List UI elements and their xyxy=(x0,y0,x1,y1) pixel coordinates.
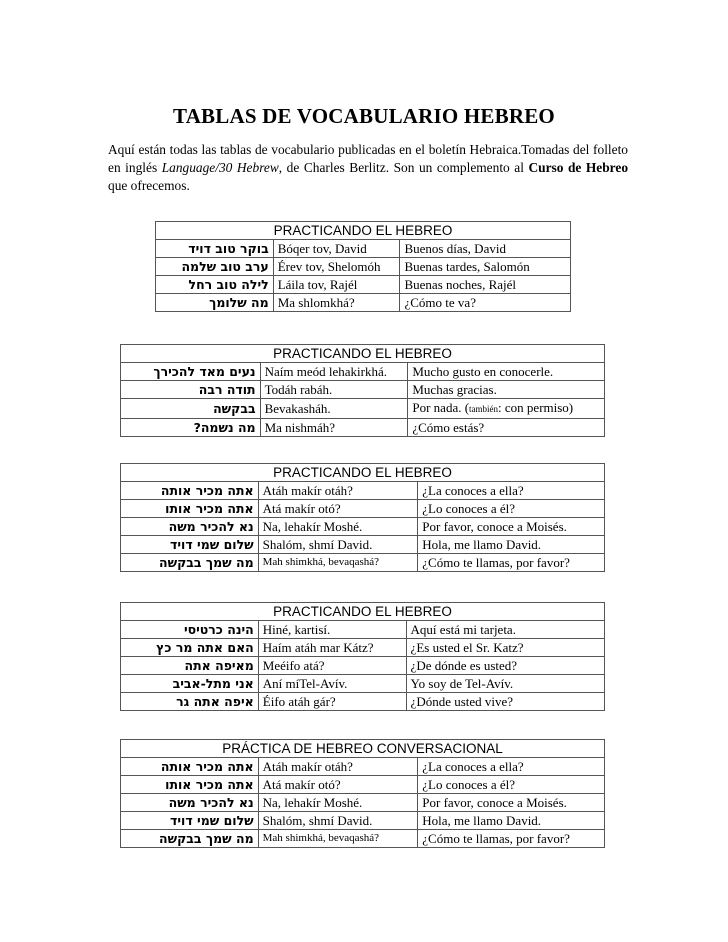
table-row xyxy=(156,276,571,294)
hebrew-cell: אתה מכיר אותה xyxy=(121,758,259,776)
hebrew-cell: אני מתל-אביב xyxy=(121,675,259,693)
table-row xyxy=(121,482,605,500)
hebrew-cell: שלום שמי דויד xyxy=(121,812,259,830)
vocab-table-5 xyxy=(120,739,605,848)
transliteration-cell: Na, lehakír Moshé. xyxy=(258,518,418,536)
hebrew-cell: מה שלומך xyxy=(156,294,274,312)
transliteration-cell: Láila tov, Rajél xyxy=(273,276,400,294)
transliteration-cell: Atáh makír otáh? xyxy=(258,758,418,776)
table-row xyxy=(121,518,605,536)
table-row xyxy=(156,294,571,312)
table-row xyxy=(156,240,571,258)
hebrew-cell: האם אתה מר כץ xyxy=(121,639,259,657)
table-header: PRACTICANDO EL HEBREO xyxy=(121,464,605,482)
transliteration-cell: Érev tov, Shelomóh xyxy=(273,258,400,276)
transliteration-cell: Mah shimkhá, bevaqashá? xyxy=(258,554,418,572)
transliteration-cell: Shalóm, shmí David. xyxy=(258,812,418,830)
transliteration-cell: Aní míTel-Avív. xyxy=(258,675,406,693)
table-row xyxy=(121,639,605,657)
hebrew-cell: תודה רבה xyxy=(121,381,261,399)
spanish-cell: Yo soy de Tel-Avív. xyxy=(406,675,604,693)
hebrew-cell: מה נשמה? xyxy=(121,419,261,437)
transliteration-cell: Hiné, kartisí. xyxy=(258,621,406,639)
table-row xyxy=(121,399,605,419)
transliteration-cell: Ma nishmáh? xyxy=(260,419,408,437)
table-header-row xyxy=(121,603,605,621)
hebrew-cell: בבקשה xyxy=(121,399,261,419)
spanish-text-c: : con permiso) xyxy=(498,400,574,415)
book-title: Language/30 Hebrew xyxy=(161,160,279,175)
spanish-cell: ¿De dónde es usted? xyxy=(406,657,604,675)
spanish-cell: Hola, me llamo David. xyxy=(418,812,605,830)
table-row xyxy=(121,536,605,554)
table-row xyxy=(156,258,571,276)
spanish-cell: ¿Dónde usted vive? xyxy=(406,693,604,711)
transliteration-cell: Bevakasháh. xyxy=(260,399,408,419)
table-row xyxy=(121,419,605,437)
spanish-cell: ¿Cómo te llamas, por favor? xyxy=(418,830,605,848)
transliteration-cell: Atá makír otó? xyxy=(258,776,418,794)
spanish-cell: ¿Lo conoces a él? xyxy=(418,776,605,794)
hebrew-cell: אתה מכיר אותה xyxy=(121,482,259,500)
hebrew-cell: איפה אתה גר xyxy=(121,693,259,711)
tambien-text: también xyxy=(469,404,499,414)
table-row xyxy=(121,657,605,675)
transliteration-cell: Ma shlomkhá? xyxy=(273,294,400,312)
hebrew-cell: נעים מאד להכירך xyxy=(121,363,261,381)
table-row xyxy=(121,554,605,572)
vocab-table-2 xyxy=(120,344,605,437)
transliteration-cell: Todáh rabáh. xyxy=(260,381,408,399)
intro-paragraph xyxy=(108,141,628,195)
table-header-row xyxy=(121,464,605,482)
curso-link-text: Curso de Hebreo xyxy=(528,160,629,175)
table-row xyxy=(121,675,605,693)
table-header-row xyxy=(121,740,605,758)
table-header: PRACTICANDO EL HEBREO xyxy=(121,603,605,621)
table-row xyxy=(121,830,605,848)
page-title: TABLAS DE VOCABULARIO HEBREO xyxy=(173,104,555,128)
transliteration-cell: Na, lehakír Moshé. xyxy=(258,794,418,812)
spanish-cell: Muchas gracias. xyxy=(408,381,605,399)
transliteration-cell: Shalóm, shmí David. xyxy=(258,536,418,554)
vocab-table-1 xyxy=(155,221,571,312)
hebrew-cell: נא להכיר משה xyxy=(121,794,259,812)
vocab-table-3 xyxy=(120,463,605,572)
spanish-cell: Buenos días, David xyxy=(400,240,571,258)
intro-text-3: que ofrecemos. xyxy=(108,178,190,193)
hebrew-cell: ערב טוב שלמה xyxy=(156,258,274,276)
spanish-cell: Por favor, conoce a Moisés. xyxy=(418,518,605,536)
table-header: PRÁCTICA DE HEBREO CONVERSACIONAL xyxy=(121,740,605,758)
intro-text-2: , de Charles Berlitz. Son un complemento al xyxy=(278,160,529,175)
hebrew-cell: שלום שמי דויד xyxy=(121,536,259,554)
table-row xyxy=(121,381,605,399)
spanish-cell: Aquí está mi tarjeta. xyxy=(406,621,604,639)
spanish-cell: ¿Cómo te va? xyxy=(400,294,571,312)
hebrew-cell: הינה כרטיסי xyxy=(121,621,259,639)
hebrew-cell: אתה מכיר אותו xyxy=(121,500,259,518)
spanish-cell: Buenas tardes, Salomón xyxy=(400,258,571,276)
intro-text-1: Aquí están todas las tablas de vocabulario publicadas en el boletín Hebraica.Tomadas del folleto en inglés xyxy=(108,142,628,175)
table-row xyxy=(121,621,605,639)
table-row xyxy=(121,776,605,794)
table-row xyxy=(121,500,605,518)
spanish-cell: ¿Cómo te llamas, por favor? xyxy=(418,554,605,572)
hebrew-cell: מה שמך בבקשה xyxy=(121,830,259,848)
transliteration-cell: Haím atáh mar Kátz? xyxy=(258,639,406,657)
table-header-row xyxy=(156,222,571,240)
transliteration-cell: Atá makír otó? xyxy=(258,500,418,518)
hebrew-cell: אתה מכיר אותו xyxy=(121,776,259,794)
spanish-cell: Buenas noches, Rajél xyxy=(400,276,571,294)
spanish-cell: ¿La conoces a ella? xyxy=(418,758,605,776)
transliteration-cell: Bóqer tov, David xyxy=(273,240,400,258)
hebrew-cell: לילה טוב רחל xyxy=(156,276,274,294)
spanish-cell: Por favor, conoce a Moisés. xyxy=(418,794,605,812)
hebrew-cell: נא להכיר משה xyxy=(121,518,259,536)
spanish-cell: Mucho gusto en conocerle. xyxy=(408,363,605,381)
transliteration-cell: Meéifo atá? xyxy=(258,657,406,675)
table-row xyxy=(121,758,605,776)
spanish-cell: ¿Lo conoces a él? xyxy=(418,500,605,518)
table-header: PRACTICANDO EL HEBREO xyxy=(156,222,571,240)
transliteration-cell: Naím meód lehakirkhá. xyxy=(260,363,408,381)
spanish-text-a: Por nada. ( xyxy=(412,400,470,415)
spanish-cell: ¿Cómo estás? xyxy=(408,419,605,437)
table-header-row xyxy=(121,345,605,363)
spanish-cell xyxy=(408,399,605,419)
spanish-cell: Hola, me llamo David. xyxy=(418,536,605,554)
hebrew-cell: מאיפה אתה xyxy=(121,657,259,675)
table-row xyxy=(121,794,605,812)
spanish-cell: ¿Es usted el Sr. Katz? xyxy=(406,639,604,657)
transliteration-cell: Mah shimkhá, bevaqashá? xyxy=(258,830,418,848)
hebrew-cell: בוקר טוב דויד xyxy=(156,240,274,258)
table-row xyxy=(121,812,605,830)
table-row xyxy=(121,693,605,711)
table-header: PRACTICANDO EL HEBREO xyxy=(121,345,605,363)
vocab-table-4 xyxy=(120,602,605,711)
table-row xyxy=(121,363,605,381)
hebrew-cell: מה שמך בבקשה xyxy=(121,554,259,572)
transliteration-cell: Éifo atáh gár? xyxy=(258,693,406,711)
spanish-cell: ¿La conoces a ella? xyxy=(418,482,605,500)
transliteration-cell: Atáh makír otáh? xyxy=(258,482,418,500)
